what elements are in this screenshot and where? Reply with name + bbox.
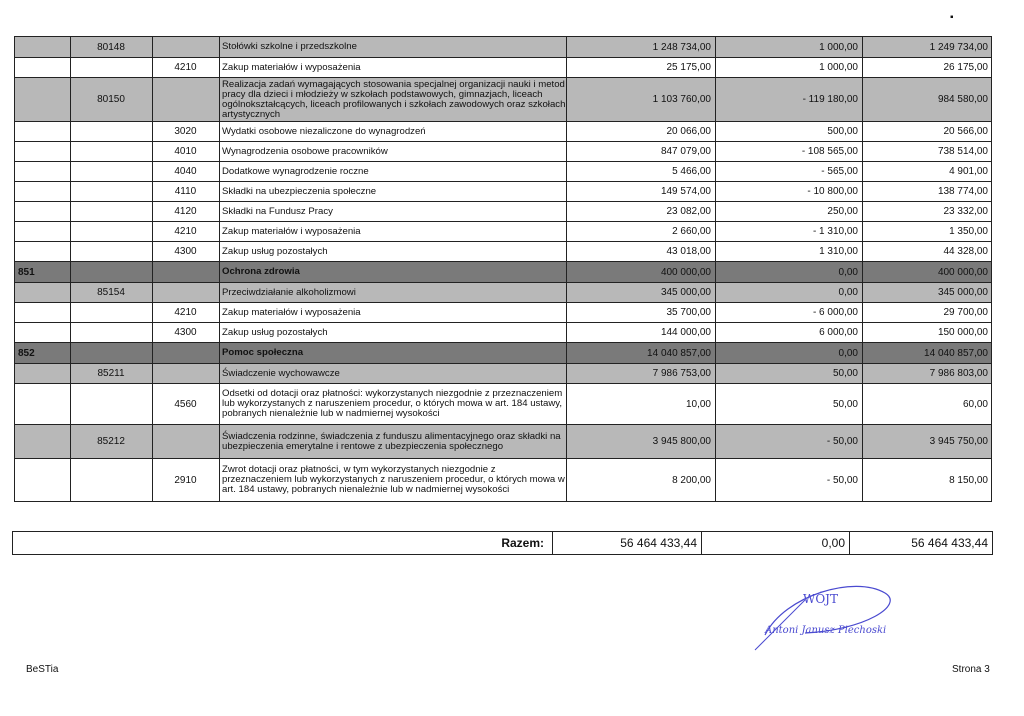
scan-mark: ▪	[950, 12, 954, 23]
description: Zakup usług pozostałych	[222, 245, 328, 257]
plan-amount: 1 248 734,00	[652, 41, 711, 53]
description: Pomoc społeczna	[222, 347, 304, 358]
chapter-code	[70, 384, 152, 424]
change-amount: 6 000,00	[819, 327, 858, 338]
after-change-amount: 4 901,00	[949, 166, 988, 177]
column-divider	[991, 36, 992, 502]
section-code	[14, 37, 70, 57]
chapter-code	[70, 222, 152, 241]
description: Zakup usług pozostałych	[222, 326, 328, 338]
after-change-amount: 984 580,00	[937, 94, 988, 105]
column-divider	[566, 36, 567, 502]
section-code	[14, 122, 70, 141]
plan-amount: 3 945 800,00	[652, 436, 711, 447]
plan-amount: 847 079,00	[660, 146, 711, 157]
chapter-code: 85154	[97, 287, 125, 298]
chapter-code	[70, 262, 152, 282]
description: Stołówki szkolne i przedszkolne	[222, 41, 357, 52]
plan-amount: 2 660,00	[672, 226, 711, 237]
description: Wynagrodzenia osobowe pracowników	[222, 145, 388, 157]
chapter-code	[70, 323, 152, 342]
plan-amount: 10,00	[685, 398, 711, 410]
table-row	[14, 384, 992, 425]
after-change-amount: 738 514,00	[937, 146, 988, 157]
change-amount: - 10 800,00	[807, 186, 858, 197]
paragraph-code: 4300	[174, 246, 197, 257]
wojt-signature-stamp	[745, 575, 915, 655]
plan-amount: 400 000,00	[660, 266, 711, 278]
paragraph-code: 4210	[174, 62, 197, 73]
paragraph-code: 4040	[174, 166, 197, 177]
section-code	[14, 162, 70, 181]
after-change-amount: 23 332,00	[943, 206, 988, 217]
plan-amount: 149 574,00	[660, 186, 711, 197]
column-divider	[152, 36, 153, 502]
after-change-amount: 26 175,00	[943, 62, 988, 73]
after-change-amount: 44 328,00	[943, 246, 988, 257]
paragraph-code: 4210	[174, 307, 197, 318]
after-change-amount: 7 986 803,00	[929, 368, 988, 379]
paragraph-code	[152, 37, 219, 57]
description: Zwrot dotacji oraz płatności, w tym wykorzystanych niezgodnie z przeznaczeniem lub wykorzystanych z naruszeniem procedur, o których mowa w art. 184 ustawy, pobranych nienależnie lub w nadmiernej wysokości	[222, 464, 565, 495]
description: Przeciwdziałanie alkoholizmowi	[222, 286, 356, 298]
section-code	[14, 459, 70, 501]
description: Składki na ubezpieczenia społeczne	[222, 185, 377, 197]
table-row	[14, 283, 992, 303]
description: Ochrona zdrowia	[222, 266, 300, 277]
after-change-amount: 1 350,00	[949, 226, 988, 237]
description: Świadczenie wychowawcze	[222, 367, 340, 379]
description: Wydatki osobowe niezaliczone do wynagrodzeń	[222, 125, 426, 137]
table-row	[14, 459, 992, 502]
plan-amount: 14 040 857,00	[647, 347, 711, 359]
after-change-amount: 3 945 750,00	[929, 436, 988, 447]
change-amount: 0,00	[838, 347, 858, 359]
chapter-code	[70, 162, 152, 181]
plan-amount: 25 175,00	[666, 62, 711, 73]
table-row	[14, 242, 992, 262]
change-amount: - 50,00	[826, 474, 858, 486]
column-divider	[862, 36, 863, 502]
chapter-code	[70, 202, 152, 221]
chapter-code	[70, 459, 152, 501]
chapter-code: 80148	[97, 41, 125, 53]
after-change-amount: 14 040 857,00	[924, 347, 988, 359]
change-amount: - 119 180,00	[802, 94, 858, 105]
table-row	[14, 222, 992, 242]
footer-left: BeSTia	[26, 664, 59, 675]
description: Świadczenia rodzinne, świadczenia z funduszu alimentacyjnego oraz składki na ubezpieczenia emerytalne i rentowe z ubezpieczenia społecznego	[222, 430, 561, 452]
paragraph-code	[152, 364, 219, 383]
change-amount: 500,00	[827, 126, 858, 137]
description: Składki na Fundusz Pracy	[222, 205, 333, 217]
paragraph-code: 4010	[174, 146, 197, 157]
table-row	[14, 262, 992, 283]
paragraph-code: 3020	[174, 126, 197, 137]
after-change-amount: 400 000,00	[937, 266, 988, 278]
table-row	[14, 142, 992, 162]
description: Dodatkowe wynagrodzenie roczne	[222, 165, 369, 177]
after-change-amount: 60,00	[962, 398, 988, 410]
table-row	[14, 162, 992, 182]
after-change-amount: 8 150,00	[949, 474, 988, 486]
chapter-code	[70, 58, 152, 77]
description: Zakup materiałów i wyposażenia	[222, 61, 361, 73]
description: Zakup materiałów i wyposażenia	[222, 225, 361, 237]
chapter-code: 80150	[97, 94, 125, 105]
after-change-amount: 150 000,00	[937, 327, 988, 338]
stamp-title: WÓJT	[803, 592, 838, 606]
after-change-amount: 1 249 734,00	[929, 41, 988, 53]
section-code	[14, 425, 70, 458]
plan-amount: 23 082,00	[666, 206, 711, 217]
change-amount: 250,00	[827, 206, 858, 217]
section-code	[14, 182, 70, 201]
paragraph-code: 4300	[174, 327, 197, 338]
change-amount: 1 000,00	[819, 62, 858, 73]
section-code	[14, 58, 70, 77]
stamp-signature-name: Antoni Janusz Piechoski	[765, 625, 887, 636]
change-amount: 1 000,00	[819, 41, 858, 53]
change-amount: 50,00	[832, 398, 858, 410]
change-amount: - 565,00	[821, 166, 858, 177]
chapter-code: 85211	[97, 368, 125, 379]
change-amount: 50,00	[832, 368, 858, 379]
plan-amount: 35 700,00	[666, 307, 711, 318]
table-row	[14, 182, 992, 202]
change-amount: - 6 000,00	[812, 307, 858, 318]
column-divider	[715, 36, 716, 502]
paragraph-code: 4560	[174, 398, 197, 410]
section-code	[14, 202, 70, 221]
total-after-change: 56 464 433,44	[911, 536, 988, 550]
paragraph-code: 2910	[174, 474, 197, 486]
change-amount: 0,00	[838, 287, 858, 298]
paragraph-code	[152, 78, 219, 121]
total-plan: 56 464 433,44	[553, 532, 702, 554]
after-change-amount: 29 700,00	[943, 307, 988, 318]
table-row	[14, 425, 992, 459]
section-code	[14, 222, 70, 241]
paragraph-code: 4210	[174, 226, 197, 237]
change-amount: 1 310,00	[819, 246, 858, 257]
change-amount: - 1 310,00	[812, 226, 858, 237]
section-code	[14, 384, 70, 424]
change-amount: - 50,00	[826, 436, 858, 447]
plan-amount: 8 200,00	[672, 474, 711, 486]
chapter-code	[70, 303, 152, 322]
plan-amount: 7 986 753,00	[652, 368, 711, 379]
table-row	[14, 364, 992, 384]
column-divider	[219, 36, 220, 502]
paragraph-code	[152, 343, 219, 363]
section-code: 852	[18, 347, 35, 359]
chapter-code	[70, 182, 152, 201]
section-code	[14, 142, 70, 161]
total-row	[12, 531, 993, 555]
total-label: Razem:	[13, 532, 553, 554]
change-amount: - 108 565,00	[801, 146, 858, 157]
change-amount: 0,00	[838, 266, 858, 278]
table-row	[14, 343, 992, 364]
paragraph-code: 4110	[174, 186, 197, 197]
table-row	[14, 58, 992, 78]
section-code: 851	[18, 266, 35, 278]
plan-amount: 20 066,00	[666, 126, 711, 137]
after-change-amount: 20 566,00	[943, 126, 988, 137]
plan-amount: 5 466,00	[672, 166, 711, 177]
paragraph-code	[152, 262, 219, 282]
after-change-amount: 345 000,00	[937, 287, 988, 298]
chapter-code	[70, 242, 152, 261]
chapter-code: 85212	[97, 436, 125, 447]
table-row	[14, 323, 992, 343]
plan-amount: 345 000,00	[660, 287, 711, 298]
description: Zakup materiałów i wyposażenia	[222, 306, 361, 318]
page-number: Strona 3	[952, 664, 990, 675]
table-row	[14, 122, 992, 142]
section-code	[14, 323, 70, 342]
section-code	[14, 283, 70, 302]
description: Odsetki od dotacji oraz płatności: wykorzystanych niezgodnie z przeznaczeniem lub wykorzystanych z naruszeniem procedur, o których mowa w art. 184 ustawy, pobranych nienależnie lub w nadmiernej wysokości	[222, 388, 563, 419]
paragraph-code	[152, 283, 219, 302]
table-row	[14, 202, 992, 222]
chapter-code	[70, 142, 152, 161]
column-divider	[70, 36, 71, 502]
plan-amount: 1 103 760,00	[652, 94, 711, 105]
table-row	[14, 78, 992, 122]
section-code	[14, 303, 70, 322]
paragraph-code: 4120	[174, 206, 197, 217]
total-change: 0,00	[702, 532, 850, 554]
plan-amount: 43 018,00	[666, 246, 711, 257]
table-row	[14, 303, 992, 323]
description: Realizacja zadań wymagających stosowania specjalnej organizacji nauki i metod pracy dla dzieci i młodzieży w szkołach podstawowych, gimnazjach, liceach ogólnokształcących, liceach profilowanych i szkołach zawodowych oraz szkołach artystycznych	[222, 78, 566, 120]
section-code	[14, 242, 70, 261]
chapter-code	[70, 122, 152, 141]
table-row	[14, 37, 992, 58]
after-change-amount: 138 774,00	[937, 186, 988, 197]
chapter-code	[70, 343, 152, 363]
section-code	[14, 78, 70, 121]
column-divider	[14, 36, 15, 502]
paragraph-code	[152, 425, 219, 458]
section-code	[14, 364, 70, 383]
plan-amount: 144 000,00	[660, 327, 711, 338]
